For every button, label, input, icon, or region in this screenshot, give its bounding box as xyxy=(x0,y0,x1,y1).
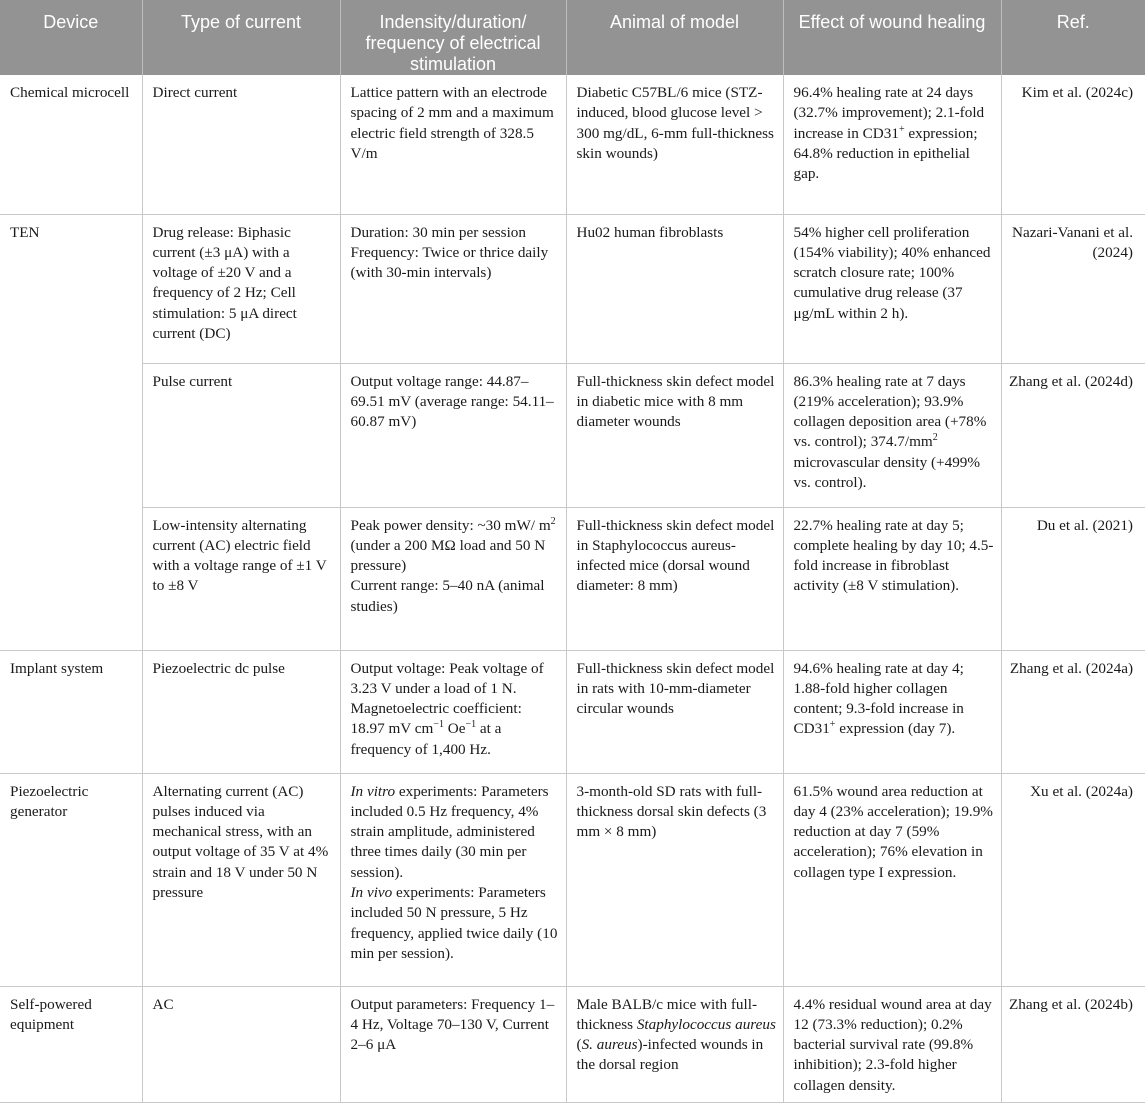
header-ref: Ref. xyxy=(1001,0,1145,75)
intensity-line xyxy=(351,883,560,964)
cell-intensity xyxy=(340,650,566,773)
cell-effect: 54% higher cell proliferation (154% viability); 40% enhanced scratch closure rate; 100% cumulative drug release (37 μg/mL within 2 h). xyxy=(783,214,1001,363)
cell-type: Alternating current (AC) pulses induced via mechanical stress, with an output voltage of 35 V at 4% strain and 18 V under 50 N pressure xyxy=(142,773,340,986)
cell-ref: Du et al. (2021) xyxy=(1001,507,1145,650)
cell-intensity xyxy=(340,507,566,650)
header-device: Device xyxy=(0,0,142,75)
cell-device: Chemical microcell xyxy=(0,75,142,214)
intensity-text: Oe xyxy=(443,720,466,738)
superscript: + xyxy=(829,719,836,731)
superscript: −1 xyxy=(465,719,477,731)
cell-type: Drug release: Biphasic current (±3 μA) with a voltage of ±20 V and a frequency of 2 Hz; Cell stimulation: 5 μA direct current (DC) xyxy=(142,214,340,363)
cell-effect: 22.7% healing rate at day 5; complete healing by day 10; 4.5-fold increase in fibroblast activity (±8 V stimulation). xyxy=(783,507,1001,650)
effect-text: expression; 64.8% reduction in epithelial gap. xyxy=(793,124,978,183)
cell-intensity: Lattice pattern with an electrode spacing of 2 mm and a maximum electric field strength of 328.5 V/m xyxy=(340,75,566,214)
cell-effect xyxy=(783,363,1001,507)
intensity-text: at a frequency of 1,400 Hz. xyxy=(350,720,502,758)
cell-device: Piezoelectric generator xyxy=(0,773,142,986)
table-row xyxy=(0,507,1145,650)
table-row xyxy=(0,214,1145,363)
italic-text: Staphylococcus aureus xyxy=(636,1015,776,1033)
intensity-line xyxy=(351,516,560,577)
cell-animal: Hu02 human fibroblasts xyxy=(566,214,783,363)
cell-type: Direct current xyxy=(142,75,340,214)
cell-ref: Nazari-Vanani et al. (2024) xyxy=(1001,214,1145,363)
header-row xyxy=(0,0,1145,75)
cell-type: Pulse current xyxy=(142,363,340,507)
cell-animal xyxy=(566,986,783,1102)
cell-intensity: Output parameters: Frequency 1–4 Hz, Voltage 70–130 V, Current 2–6 μA xyxy=(340,986,566,1102)
superscript: 2 xyxy=(932,432,938,444)
animal-text: )-infected wounds in the dorsal region xyxy=(576,1036,764,1074)
cell-type: Low-intensity alternating current (AC) electric field with a voltage range of ±1 V to ±8 V xyxy=(142,507,340,650)
intensity-text: experiments: Parameters included 0.5 Hz frequency, 4% strain amplitude, administered three times daily (30 min per session). xyxy=(350,782,549,881)
cell-animal: 3-month-old SD rats with full-thickness dorsal skin defects (3 mm × 8 mm) xyxy=(566,773,783,986)
cell-effect: 4.4% residual wound area at day 12 (73.3% reduction); 0.2% bacterial survival rate (99.8% inhibition); 2.3-fold higher collagen density. xyxy=(783,986,1001,1102)
superscript: + xyxy=(898,123,905,135)
intensity-text: Peak power density: ~30 mW/ m xyxy=(350,516,551,534)
header-animal: Animal of model xyxy=(566,0,783,75)
animal-text: Male BALB/c mice with full-thickness xyxy=(576,995,758,1033)
italic-text: In vivo xyxy=(350,883,393,901)
intensity-line: Duration: 30 min per session xyxy=(350,223,526,241)
cell-type: AC xyxy=(142,986,340,1102)
table-row xyxy=(0,75,1145,214)
italic-text: In vitro xyxy=(350,782,396,800)
cell-intensity xyxy=(340,214,566,363)
cell-ref: Kim et al. (2024c) xyxy=(1001,75,1145,214)
cell-animal: Full-thickness skin defect model in rats with 10-mm-diameter circular wounds xyxy=(566,650,783,773)
cell-device: TEN xyxy=(0,214,142,650)
intensity-text: Output voltage: Peak voltage of 3.23 V under a load of 1 N. Magnetoelectric coefficient: 18.97 mV cm xyxy=(350,659,544,738)
superscript: 2 xyxy=(550,515,556,527)
cell-effect xyxy=(783,650,1001,773)
cell-device: Implant system xyxy=(0,650,142,773)
header-type: Type of current xyxy=(142,0,340,75)
cell-intensity xyxy=(340,773,566,986)
italic-text: S. aureus xyxy=(581,1036,638,1054)
cell-effect xyxy=(783,75,1001,214)
cell-effect: 61.5% wound area reduction at day 4 (23% acceleration); 19.9% reduction at day 7 (59% acceleration); 76% elevation in collagen type I expression. xyxy=(783,773,1001,986)
table-row xyxy=(0,650,1145,773)
effect-text: expression (day 7). xyxy=(835,720,956,738)
animal-text: ( xyxy=(576,1036,582,1054)
cell-ref: Zhang et al. (2024d) xyxy=(1001,363,1145,507)
cell-ref: Zhang et al. (2024a) xyxy=(1001,650,1145,773)
table-row xyxy=(0,986,1145,1102)
intensity-line: Current range: 5–40 nA (animal studies) xyxy=(350,577,545,615)
cell-ref: Xu et al. (2024a) xyxy=(1001,773,1145,986)
cell-intensity: Output voltage range: 44.87–69.51 mV (average range: 54.11–60.87 mV) xyxy=(340,363,566,507)
cell-device: Self-powered equipment xyxy=(0,986,142,1102)
effect-text: microvascular density (+499% vs. control). xyxy=(793,453,981,491)
cell-animal: Full-thickness skin defect model in Staphylococcus aureus-infected mice (dorsal wound diameter: 8 mm) xyxy=(566,507,783,650)
cell-type: Piezoelectric dc pulse xyxy=(142,650,340,773)
cell-animal: Diabetic C57BL/6 mice (STZ-induced, blood glucose level > 300 mg/dL, 6-mm full-thickness skin wounds) xyxy=(566,75,783,214)
cell-animal: Full-thickness skin defect model in diabetic mice with 8 mm diameter wounds xyxy=(566,363,783,507)
cell-ref: Zhang et al. (2024b) xyxy=(1001,986,1145,1102)
intensity-text: (under a 200 MΩ load and 50 N pressure) xyxy=(350,536,546,575)
superscript: −1 xyxy=(433,719,444,731)
effect-text: 94.6% healing rate at day 4; 1.88-fold higher collagen content; 9.3-fold increase in CD31 xyxy=(793,659,964,738)
effect-text: 96.4% healing rate at 24 days (32.7% improvement); 2.1-fold increase in CD31 xyxy=(793,84,985,142)
header-intensity: Indensity/duration/ frequency of electrical stimulation xyxy=(340,0,566,75)
intensity-line: Frequency: Twice or thrice daily (with 30-min intervals) xyxy=(350,243,549,282)
intensity-text: experiments: Parameters included 50 N pressure, 5 Hz frequency, applied twice daily (10 min per session). xyxy=(350,883,558,962)
header-effect: Effect of wound healing xyxy=(783,0,1001,75)
table-row xyxy=(0,363,1145,507)
effect-text: 86.3% healing rate at 7 days (219% acceleration); 93.9% collagen deposition area (+78% vs. control); 374.7/mm xyxy=(793,372,987,451)
table-row xyxy=(0,773,1145,986)
intensity-line xyxy=(351,782,560,883)
